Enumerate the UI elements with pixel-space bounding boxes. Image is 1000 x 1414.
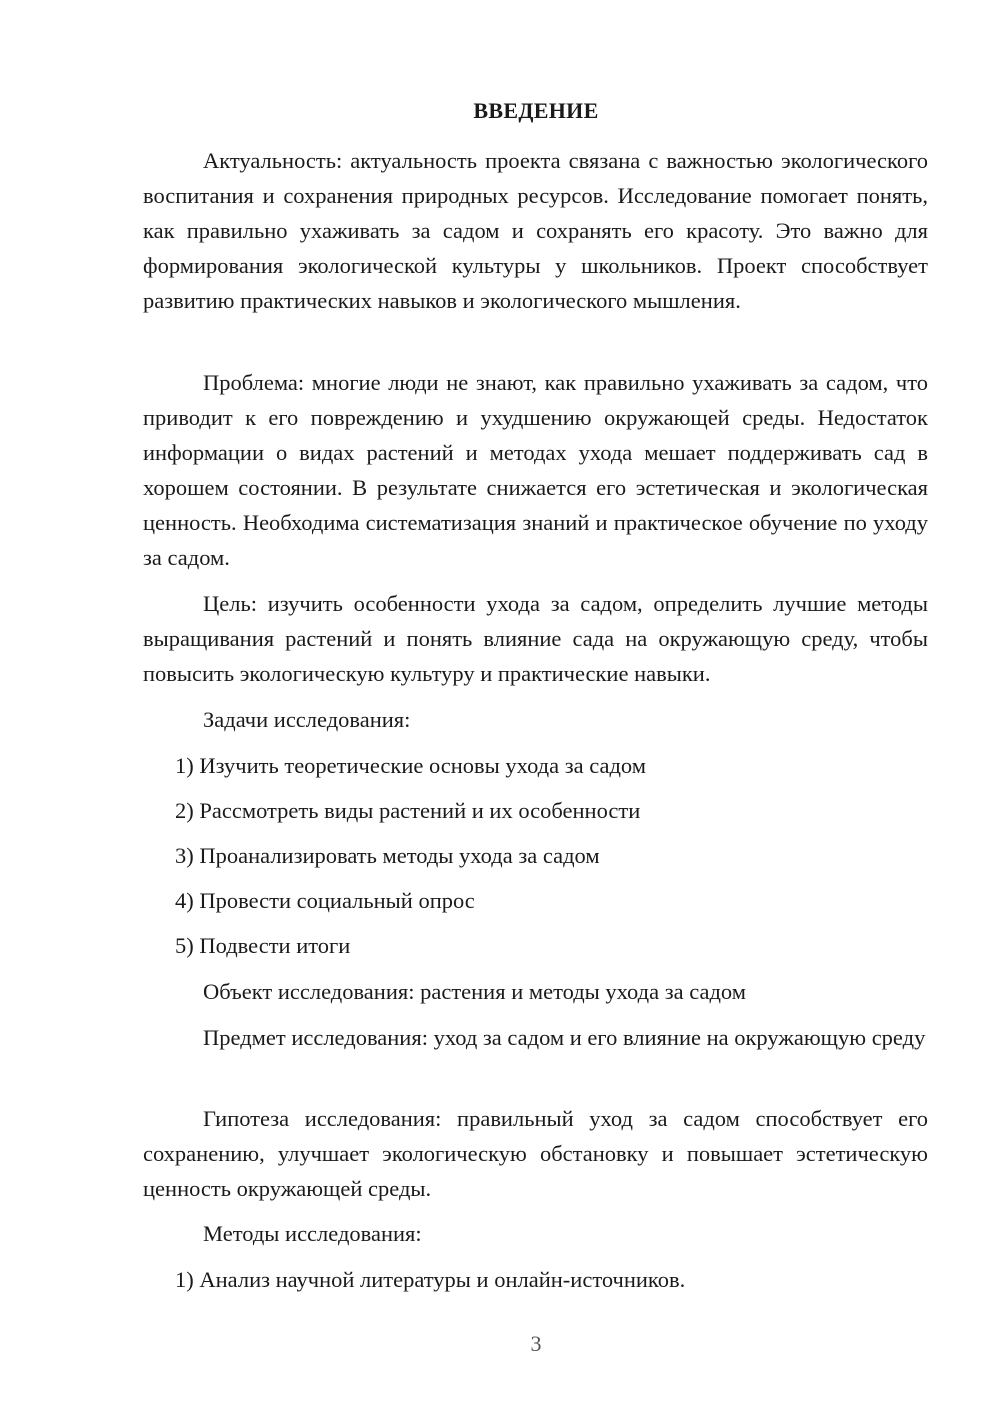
task-item-1: 1) Изучить теоретические основы ухода за садом (175, 753, 646, 778)
paragraph-object: Объект исследования: растения и методы ухода за садом (203, 979, 746, 1004)
method-item-1: 1) Анализ научной литературы и онлайн-источников. (175, 1267, 686, 1292)
section-title: ВВЕДЕНИЕ (473, 98, 599, 123)
paragraph-subject: Предмет исследования: уход за садом и его влияние на окружающую среду (203, 1025, 926, 1050)
task-item-5: 5) Подвести итоги (175, 933, 351, 958)
page-number: 3 (530, 1331, 542, 1356)
task-item-3: 3) Проанализировать методы ухода за садом (175, 843, 600, 868)
task-item-2: 2) Рассмотреть виды растений и их особенности (175, 798, 641, 823)
paragraph-problem: Проблема: многие люди не знают, как правильно ухаживать за садом, что приводит к его повреждению и ухудшению окружающей среды. Недостаток информации о видах растений и методах ухода мешает поддерживать сад в хорошем состоянии. В результате снижается его эстетическая и экологическая ценность. Необходима систематизация знаний и практическое обучение по уходу за садом. (143, 370, 928, 570)
paragraph-hypothesis: Гипотеза исследования: правильный уход за садом способствует его сохранению, улучшает экологическую обстановку и повышает эстетическую ценность окружающей среды. (143, 1106, 928, 1201)
paragraph-relevance: Актуальность: актуальность проекта связана с важностью экологического воспитания и сохранения природных ресурсов. Исследование помогает понять, как правильно ухаживать за садом и сохранять его красоту. Это важно для формирования экологической культуры у школьников. Проект способствует развитию практических навыков и экологического мышления. (143, 148, 928, 313)
tasks-heading: Задачи исследования: (203, 707, 411, 732)
methods-heading: Методы исследования: (203, 1221, 422, 1246)
paragraph-goal: Цель: изучить особенности ухода за садом, определить лучшие методы выращивания растений и понять влияние сада на окружающую среду, чтобы повысить экологическую культуру и практические навыки. (143, 591, 928, 686)
task-item-4: 4) Провести социальный опрос (175, 888, 475, 913)
